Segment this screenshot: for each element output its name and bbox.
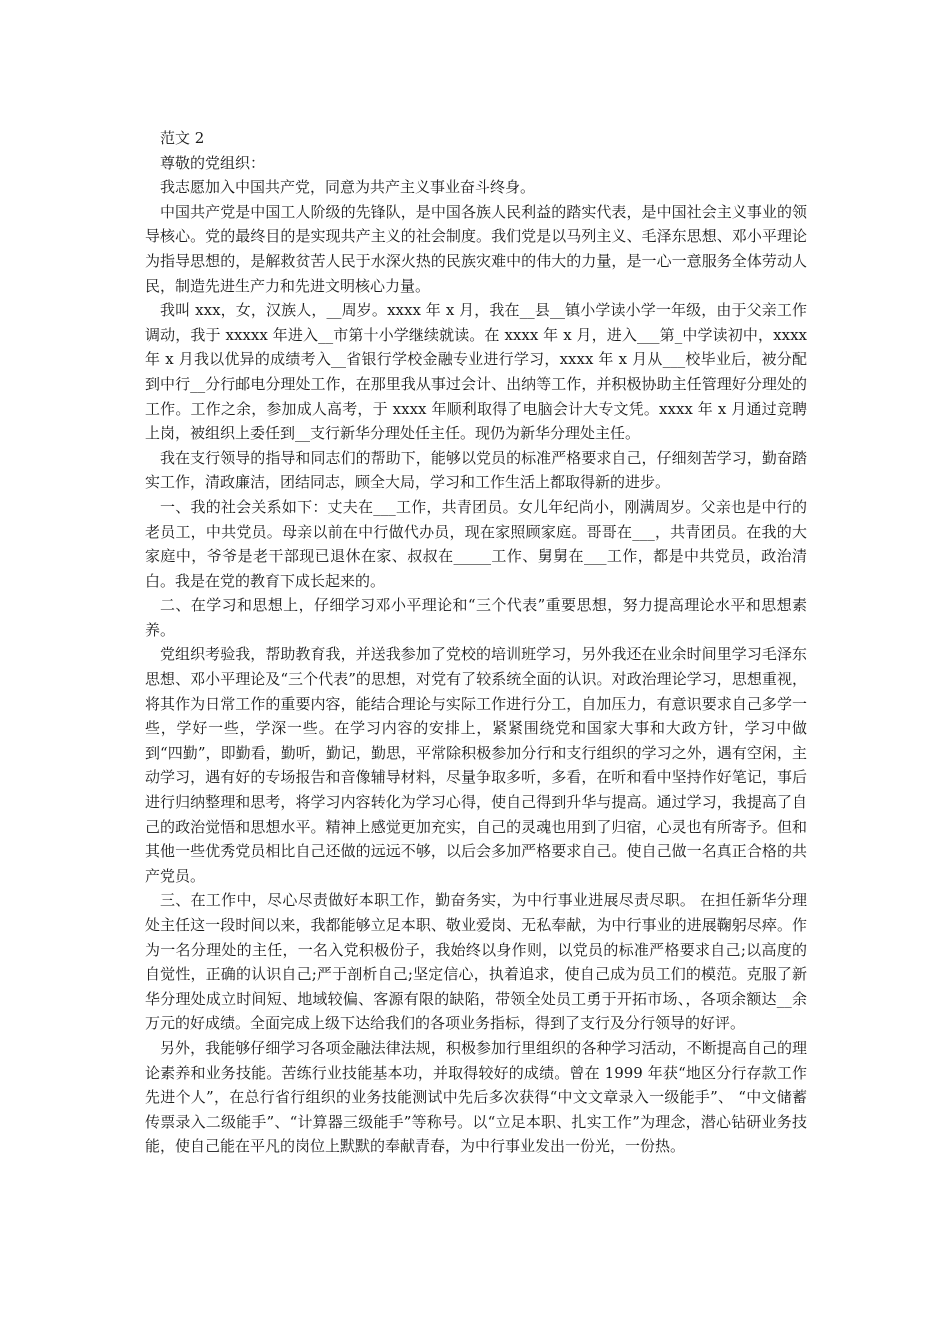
paragraph-social-relations: 一、我的社会关系如下：丈夫在___工作，共青团员。女儿年纪尚小，刚满周岁。父亲也是中行的老员工，中共党员。母亲以前在中行做代办员，现在家照顾家庭。哥哥在___，共青团员。在我的大家庭中，爷爷是老干部现已退休在家、叔叔在_____工作、舅舅在___工作，都是中共党员，政治清白。我是在党的教育下成长起来的。 [145, 497, 807, 590]
salutation: 尊敬的党组织： [160, 153, 266, 172]
paragraph-work: 三、在工作中，尽心尽责做好本职工作，勤奋务实，为中行事业进展尽责尽职。 在担任新华分理处主任这一段时间以来，我都能够立足本职、敬业爱岗、无私奉献，为中行事业的进展鞠躬尽瘁。作为一名分理处的主任，一名入党积极份子，我始终以身作则，以党员的标准严格要求自己;以高度的自觉性，正确的认识自己;严于剖析自己;坚定信心，执着追求，使自己成为员工们的模范。克服了新华分理处成立时间短、地域较偏、客源有限的缺陷，带领全处员工勇于开拓市场、，各项余额达__余万元的好成绩。全面完成上级下达给我们的各项业务指标，得到了支行及分行领导的好评。 [145, 891, 807, 1033]
paragraph-progress: 我在支行领导的指导和同志们的帮助下，能够以党员的标准严格要求自己，仔细刻苦学习，勤奋踏实工作，清政廉洁，团结同志，顾全大局，学习和工作生活上都取得新的进步。 [145, 448, 807, 492]
paragraph-party-description: 中国共产党是中国工人阶级的先锋队，是中国各族人民利益的踏实代表，是中国社会主义事业的领导核心。党的最终目的是实现共产主义的社会制度。我们党是以马列主义、毛泽东思想、邓小平理论为指导思想的，是解救贫苦人民于水深火热的民族灾难中的伟大的力量，是一心一意服务全体劳动人民，制造先进生产力和先进文明核心力量。 [145, 202, 807, 295]
paragraph-skills: 另外，我能够仔细学习各项金融法律法规，积极参加行里组织的各种学习活动，不断提高自己的理论素养和业务技能。苦练行业技能基本功，并取得较好的成绩。曾在 1999 年获“地区分行存款工作先进个人”，在总行省行组织的业务技能测试中先后多次获得“中文文章录入一级能手”、 “中文储蓄传票录入二级能手”、“计算器三级能手”等称号。以“立足本职、扎实工作”为理念，潜心钻研业务技能，使自己能在平凡的岗位上默默的奉献青春，为中行事业发出一份光，一份热。 [145, 1038, 807, 1156]
paragraph-personal-background: 我叫 xxx，女，汉族人，__周岁。xxxx 年 x 月，我在__县__镇小学读小学一年级，由于父亲工作调动，我于 xxxxx 年进入__市第十小学继续就读。在 xxxx 年 x 月，进入___第_中学读初中，xxxx 年 x 月我以优异的成绩考入__省银行学校金融专业进行学习，xxxx 年 x 月从___校毕业后，被分配到中行__分行邮电分理处工作，在那里我从事过会计、出纳等工作，并积极协助主任管理好分理处的工作。工作之余，参加成人高考，于 xxxx 年顺利取得了电脑会计大专文凭。xxxx 年 x 月通过竞聘上岗，被组织上委任到__支行新华分理处任主任。现仍为新华分理处主任。 [145, 301, 807, 443]
paragraph-study-details: 党组织考验我，帮助教育我，并送我参加了党校的培训班学习，另外我还在业余时间里学习毛泽东思想、邓小平理论及“三个代表”的思想，对党有了较系统全面的认识。对政治理论学习，思想重视，将其作为日常工作的重要内容，能结合理论与实际工作进行分工，自加压力，有意识要求自己多学一些，学好一些，学深一些。在学习内容的安排上，紧紧围绕党和国家大事和大政方针，学习中做到“四勤”，即勤看，勤听，勤记，勤思，平常除积极参加分行和支行组织的学习之外，遇有空闲，主动学习，遇有好的专场报告和音像辅导材料，尽量争取多听，多看，在听和看中坚持作好笔记，事后进行归纳整理和思考，将学习内容转化为学习心得，使自己得到升华与提高。通过学习，我提高了自己的政治觉悟和思想水平。精神上感觉更加充实，自己的灵魂也用到了归宿，心灵也有所寄予。但和其他一些优秀党员相比自己还做的远远不够，以后会多加严格要求自己。使自己做一名真正合格的共产党员。 [145, 645, 807, 885]
paragraph-study-heading: 二、在学习和思想上，仔细学习邓小平理论和“三个代表”重要思想，努力提高理论水平和思想素养。 [145, 596, 807, 639]
document-heading: 范文 2 [160, 129, 205, 147]
paragraph-application: 我志愿加入中国共产党，同意为共产主义事业奋斗终身。 [160, 178, 536, 197]
document-body [145, 126, 807, 1159]
